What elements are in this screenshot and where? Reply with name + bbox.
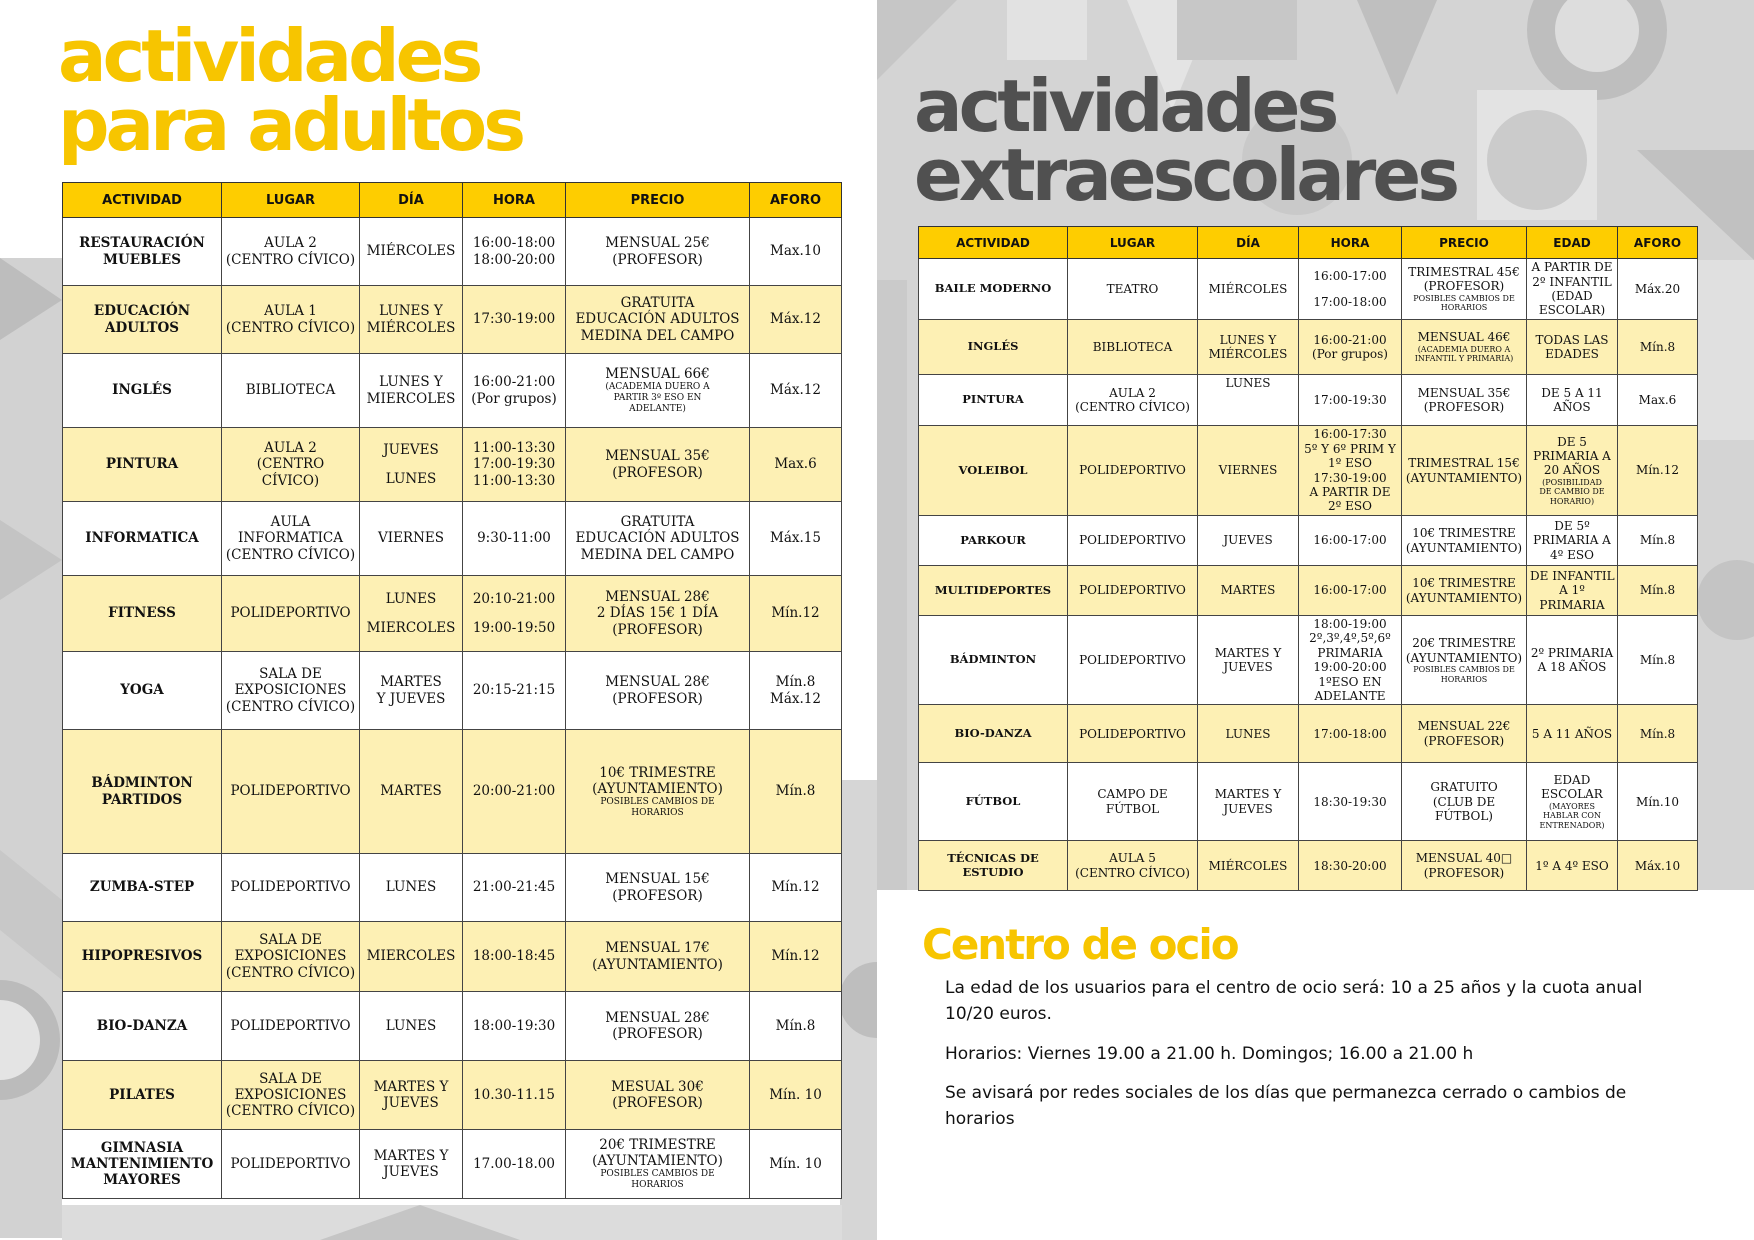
table-row xyxy=(63,1061,842,1130)
centro-ocio-paragraph: Horarios: Viernes 19.00 a 21.00 h. Domingos; 16.00 a 21.00 h xyxy=(945,1043,1474,1064)
cell-actividad: EDUCACIÓN ADULTOS xyxy=(63,286,222,354)
cell-precio: MENSUAL 40□ (PROFESOR) xyxy=(1402,841,1527,891)
cell-aforo: Mín.8 xyxy=(1618,516,1698,566)
cell-hora: 16:00-18:00 18:00-20:00 xyxy=(463,218,566,286)
cell-dia: LUNES Y MIÉRCOLES xyxy=(360,286,463,354)
extraescolares-title xyxy=(914,64,1457,218)
cell-dia: JUEVES xyxy=(1198,516,1299,566)
cell-aforo: Mín.12 xyxy=(1618,426,1698,516)
cell-hora: 18:00-18:45 xyxy=(463,922,566,992)
cell-hora: 17:00-19:30 xyxy=(1299,375,1402,426)
cell-lugar: AULA 5 (CENTRO CÍVICO) xyxy=(1068,841,1198,891)
cell-dia: MARTES xyxy=(1198,566,1299,616)
header-hora: HORA xyxy=(463,183,566,218)
cell-hora: 21:00-21:45 xyxy=(463,854,566,922)
cell-dia: LUNES xyxy=(1198,705,1299,763)
cell-hora: 9:30-11:00 xyxy=(463,502,566,576)
table-row xyxy=(919,259,1698,320)
cell-lugar: SALA DE EXPOSICIONES (CENTRO CÍVICO) xyxy=(222,652,360,730)
cell-lugar: POLIDEPORTIVO xyxy=(222,730,360,854)
cell-dia: MIÉRCOLES xyxy=(1198,841,1299,891)
cell-lugar: SALA DE EXPOSICIONES (CENTRO CÍVICO) xyxy=(222,922,360,992)
cell-lugar: AULA 2 (CENTRO CÍVICO) xyxy=(222,428,360,502)
cell-dia: VIERNES xyxy=(360,502,463,576)
cell-dia: LUNES xyxy=(360,854,463,922)
cell-aforo: Mín.8 xyxy=(1618,616,1698,705)
cell-dia: LUNES Y MIÉRCOLES xyxy=(1198,320,1299,375)
cell-lugar: CAMPO DE FÚTBOL xyxy=(1068,763,1198,841)
header-aforo: AFORO xyxy=(750,183,842,218)
cell-actividad: TÉCNICAS DE ESTUDIO xyxy=(919,841,1068,891)
header-dia: DÍA xyxy=(1198,227,1299,259)
cell-edad: DE 5º PRIMARIA A 4º ESO xyxy=(1527,516,1618,566)
cell-precio: GRATUITO (CLUB DE FÚTBOL) xyxy=(1402,763,1527,841)
cell-actividad: BÁDMINTON PARTIDOS xyxy=(63,730,222,854)
cell-actividad: BIO-DANZA xyxy=(63,992,222,1061)
cell-hora: 18:30-19:30 xyxy=(1299,763,1402,841)
cell-lugar: BIBLIOTECA xyxy=(1068,320,1198,375)
centro-ocio-title: Centro de ocio xyxy=(922,920,1238,969)
cell-hora: 16:00-21:00 (Por grupos) xyxy=(463,354,566,428)
cell-actividad: HIPOPRESIVOS xyxy=(63,922,222,992)
header-lugar: LUGAR xyxy=(1068,227,1198,259)
cell-actividad: FITNESS xyxy=(63,576,222,652)
cell-precio: MENSUAL 28€ (PROFESOR) xyxy=(566,992,750,1061)
cell-edad: TODAS LAS EDADES xyxy=(1527,320,1618,375)
cell-hora: 16:00-17:30 5º Y 6º PRIM Y 1º ESO 17:30-19:00 A PARTIR DE 2º ESO xyxy=(1299,426,1402,516)
table-row xyxy=(63,428,842,502)
cell-actividad: RESTAURACIÓN MUEBLES xyxy=(63,218,222,286)
cell-precio: MENSUAL 28€ 2 DÍAS 15€ 1 DÍA (PROFESOR) xyxy=(566,576,750,652)
cell-dia: LUNES Y MIERCOLES xyxy=(360,354,463,428)
cell-actividad: ZUMBA-STEP xyxy=(63,854,222,922)
cell-dia: VIERNES xyxy=(1198,426,1299,516)
header-hora: HORA xyxy=(1299,227,1402,259)
cell-actividad: INGLÉS xyxy=(63,354,222,428)
cell-edad: 1º A 4º ESO xyxy=(1527,841,1618,891)
cell-dia: LUNES MIERCOLES xyxy=(360,576,463,652)
cell-actividad: MULTIDEPORTES xyxy=(919,566,1068,616)
cell-hora: 18:00-19:30 xyxy=(463,992,566,1061)
cell-precio: MENSUAL 46€ (ACADEMIA DUERO A INFANTIL Y PRIMARIA) xyxy=(1402,320,1527,375)
cell-dia: MIERCOLES xyxy=(360,922,463,992)
cell-dia: MIÉRCOLES xyxy=(360,218,463,286)
cell-precio: MENSUAL 25€ (PROFESOR) xyxy=(566,218,750,286)
cell-dia: MIÉRCOLES xyxy=(1198,259,1299,320)
cell-hora: 20:10-21:00 19:00-19:50 xyxy=(463,576,566,652)
header-aforo: AFORO xyxy=(1618,227,1698,259)
table-header-row xyxy=(919,227,1698,259)
cell-aforo: Máx.20 xyxy=(1618,259,1698,320)
cell-aforo: Máx.15 xyxy=(750,502,842,576)
adultos-title xyxy=(58,14,523,168)
table-row xyxy=(919,841,1698,891)
cell-actividad: GIMNASIA MANTENIMIENTO MAYORES xyxy=(63,1130,222,1199)
header-actividad: ACTIVIDAD xyxy=(63,183,222,218)
table-row xyxy=(63,652,842,730)
table-row xyxy=(919,426,1698,516)
cell-dia: LUNES xyxy=(360,992,463,1061)
cell-hora: 20:00-21:00 xyxy=(463,730,566,854)
header-precio: PRECIO xyxy=(1402,227,1527,259)
table-row xyxy=(63,1130,842,1199)
cell-actividad: FÚTBOL xyxy=(919,763,1068,841)
cell-aforo: Mín.10 xyxy=(1618,763,1698,841)
cell-precio: GRATUITA EDUCACIÓN ADULTOS MEDINA DEL CAMPO xyxy=(566,502,750,576)
cell-edad: DE 5 A 11 AÑOS xyxy=(1527,375,1618,426)
table-row xyxy=(63,286,842,354)
table-row xyxy=(63,576,842,652)
cell-actividad: PINTURA xyxy=(63,428,222,502)
cell-lugar: AULA 2 (CENTRO CÍVICO) xyxy=(1068,375,1198,426)
cell-precio: MENSUAL 35€ (PROFESOR) xyxy=(1402,375,1527,426)
table-row xyxy=(63,854,842,922)
centro-ocio-paragraph: La edad de los usuarios para el centro de ocio será: 10 a 25 años y la cuota anual 10/20 euros. xyxy=(945,978,1643,1025)
table-row xyxy=(919,566,1698,616)
cell-actividad: PILATES xyxy=(63,1061,222,1130)
cell-hora: 17:30-19:00 xyxy=(463,286,566,354)
cell-dia: MARTES Y JUEVES xyxy=(360,1061,463,1130)
table-header-row xyxy=(63,183,842,218)
cell-actividad: YOGA xyxy=(63,652,222,730)
table-row xyxy=(63,218,842,286)
cell-lugar: POLIDEPORTIVO xyxy=(1068,705,1198,763)
table-row xyxy=(63,354,842,428)
cell-actividad: BÁDMINTON xyxy=(919,616,1068,705)
cell-aforo: Mín.12 xyxy=(750,854,842,922)
cell-aforo: Mín.8 xyxy=(1618,320,1698,375)
cell-aforo: Max.6 xyxy=(750,428,842,502)
cell-lugar: AULA 2 (CENTRO CÍVICO) xyxy=(222,218,360,286)
table-row xyxy=(63,992,842,1061)
cell-dia: JUEVES LUNES xyxy=(360,428,463,502)
table-row xyxy=(919,705,1698,763)
cell-lugar: BIBLIOTECA xyxy=(222,354,360,428)
cell-hora: 10.30-11.15 xyxy=(463,1061,566,1130)
table-row xyxy=(919,375,1698,426)
cell-aforo: Mín. 10 xyxy=(750,1130,842,1199)
cell-precio: 20€ TRIMESTRE (AYUNTAMIENTO) POSIBLES CAMBIOS DE HORARIOS xyxy=(1402,616,1527,705)
cell-dia: MARTES Y JUEVES xyxy=(1198,763,1299,841)
cell-edad: DE 5 PRIMARIA A 20 AÑOS (POSIBILIDAD DE CAMBIO DE HORARIO) xyxy=(1527,426,1618,516)
cell-precio: TRIMESTRAL 15€ (AYUNTAMIENTO) xyxy=(1402,426,1527,516)
cell-lugar: AULA INFORMATICA (CENTRO CÍVICO) xyxy=(222,502,360,576)
cell-lugar: SALA DE EXPOSICIONES (CENTRO CÍVICO) xyxy=(222,1061,360,1130)
cell-precio: 20€ TRIMESTRE (AYUNTAMIENTO) POSIBLES CAMBIOS DE HORARIOS xyxy=(566,1130,750,1199)
table-row xyxy=(919,616,1698,705)
table-row xyxy=(919,516,1698,566)
cell-aforo: Mín. 10 xyxy=(750,1061,842,1130)
cell-hora: 16:00-17:00 17:00-18:00 xyxy=(1299,259,1402,320)
cell-edad: A PARTIR DE 2º INFANTIL (EDAD ESCOLAR) xyxy=(1527,259,1618,320)
table-row xyxy=(919,763,1698,841)
cell-lugar: TEATRO xyxy=(1068,259,1198,320)
cell-aforo: Mín.8 xyxy=(1618,566,1698,616)
cell-aforo: Max.10 xyxy=(750,218,842,286)
cell-dia: MARTES Y JUEVES xyxy=(360,1130,463,1199)
cell-actividad: INGLÉS xyxy=(919,320,1068,375)
extraescolares-table xyxy=(918,226,1698,891)
cell-edad: 2º PRIMARIA A 18 AÑOS xyxy=(1527,616,1618,705)
cell-hora: 16:00-17:00 xyxy=(1299,516,1402,566)
cell-dia: MARTES Y JUEVES xyxy=(1198,616,1299,705)
cell-aforo: Mín.8 Máx.12 xyxy=(750,652,842,730)
cell-aforo: Máx.10 xyxy=(1618,841,1698,891)
cell-lugar: POLIDEPORTIVO xyxy=(222,854,360,922)
cell-aforo: Mín.8 xyxy=(750,992,842,1061)
cell-hora: 18:30-20:00 xyxy=(1299,841,1402,891)
centro-ocio-text xyxy=(945,975,1685,1146)
cell-actividad: BIO-DANZA xyxy=(919,705,1068,763)
cell-precio: 10€ TRIMESTRE (AYUNTAMIENTO) POSIBLES CAMBIOS DE HORARIOS xyxy=(566,730,750,854)
extraescolares-title-line-2: extraescolares xyxy=(914,133,1457,218)
adultos-table xyxy=(62,182,842,1199)
cell-aforo: Mín.8 xyxy=(1618,705,1698,763)
cell-lugar: POLIDEPORTIVO xyxy=(1068,616,1198,705)
cell-actividad: VOLEIBOL xyxy=(919,426,1068,516)
cell-hora: 17.00-18.00 xyxy=(463,1130,566,1199)
cell-actividad: INFORMATICA xyxy=(63,502,222,576)
cell-edad: EDAD ESCOLAR (MAYORES HABLAR CON ENTRENADOR) xyxy=(1527,763,1618,841)
header-lugar: LUGAR xyxy=(222,183,360,218)
cell-lugar: POLIDEPORTIVO xyxy=(1068,566,1198,616)
cell-precio: MESUAL 30€ (PROFESOR) xyxy=(566,1061,750,1130)
cell-aforo: Máx.12 xyxy=(750,286,842,354)
cell-lugar: POLIDEPORTIVO xyxy=(222,992,360,1061)
cell-lugar: POLIDEPORTIVO xyxy=(222,576,360,652)
cell-aforo: Mín.12 xyxy=(750,922,842,992)
cell-lugar: AULA 1 (CENTRO CÍVICO) xyxy=(222,286,360,354)
cell-edad: 5 A 11 AÑOS xyxy=(1527,705,1618,763)
cell-precio: MENSUAL 28€ (PROFESOR) xyxy=(566,652,750,730)
cell-edad: DE INFANTIL A 1º PRIMARIA xyxy=(1527,566,1618,616)
cell-precio: MENSUAL 15€ (PROFESOR) xyxy=(566,854,750,922)
extraescolares-title-line-1: actividades xyxy=(914,64,1336,148)
cell-hora: 16:00-21:00 (Por grupos) xyxy=(1299,320,1402,375)
cell-precio: MENSUAL 35€ (PROFESOR) xyxy=(566,428,750,502)
cell-actividad: PARKOUR xyxy=(919,516,1068,566)
cell-aforo: Max.6 xyxy=(1618,375,1698,426)
cell-aforo: Mín.12 xyxy=(750,576,842,652)
cell-precio: 10€ TRIMESTRE (AYUNTAMIENTO) xyxy=(1402,566,1527,616)
cell-precio: 10€ TRIMESTRE (AYUNTAMIENTO) xyxy=(1402,516,1527,566)
cell-lugar: POLIDEPORTIVO xyxy=(222,1130,360,1199)
cell-dia: MARTES xyxy=(360,730,463,854)
adultos-title-line-2: para adultos xyxy=(58,83,523,168)
cell-aforo: Mín.8 xyxy=(750,730,842,854)
cell-lugar: POLIDEPORTIVO xyxy=(1068,516,1198,566)
cell-aforo: Máx.12 xyxy=(750,354,842,428)
cell-precio: GRATUITA EDUCACIÓN ADULTOS MEDINA DEL CAMPO xyxy=(566,286,750,354)
cell-hora: 20:15-21:15 xyxy=(463,652,566,730)
table-row xyxy=(919,320,1698,375)
cell-hora: 11:00-13:30 17:00-19:30 11:00-13:30 xyxy=(463,428,566,502)
cell-hora: 18:00-19:00 2º,3º,4º,5º,6º PRIMARIA 19:00-20:00 1ºESO EN ADELANTE xyxy=(1299,616,1402,705)
cell-actividad: PINTURA xyxy=(919,375,1068,426)
table-row xyxy=(63,922,842,992)
header-dia: DÍA xyxy=(360,183,463,218)
cell-dia: MARTES Y JUEVES xyxy=(360,652,463,730)
centro-ocio-paragraph: Se avisará por redes sociales de los días que permanezca cerrado o cambios de horarios xyxy=(945,1083,1627,1130)
cell-lugar: POLIDEPORTIVO xyxy=(1068,426,1198,516)
header-actividad: ACTIVIDAD xyxy=(919,227,1068,259)
adultos-title-line-1: actividades xyxy=(58,14,480,98)
cell-dia: LUNES xyxy=(1198,375,1299,426)
cell-hora: 17:00-18:00 xyxy=(1299,705,1402,763)
cell-actividad: BAILE MODERNO xyxy=(919,259,1068,320)
cell-precio: MENSUAL 22€ (PROFESOR) xyxy=(1402,705,1527,763)
cell-precio: MENSUAL 66€ (ACADEMIA DUERO A PARTIR 3º ESO EN ADELANTE) xyxy=(566,354,750,428)
cell-hora: 16:00-17:00 xyxy=(1299,566,1402,616)
cell-precio: TRIMESTRAL 45€ (PROFESOR) POSIBLES CAMBIOS DE HORARIOS xyxy=(1402,259,1527,320)
cell-precio: MENSUAL 17€ (AYUNTAMIENTO) xyxy=(566,922,750,992)
table-row xyxy=(63,730,842,854)
header-precio: PRECIO xyxy=(566,183,750,218)
header-edad: EDAD xyxy=(1527,227,1618,259)
table-row xyxy=(63,502,842,576)
